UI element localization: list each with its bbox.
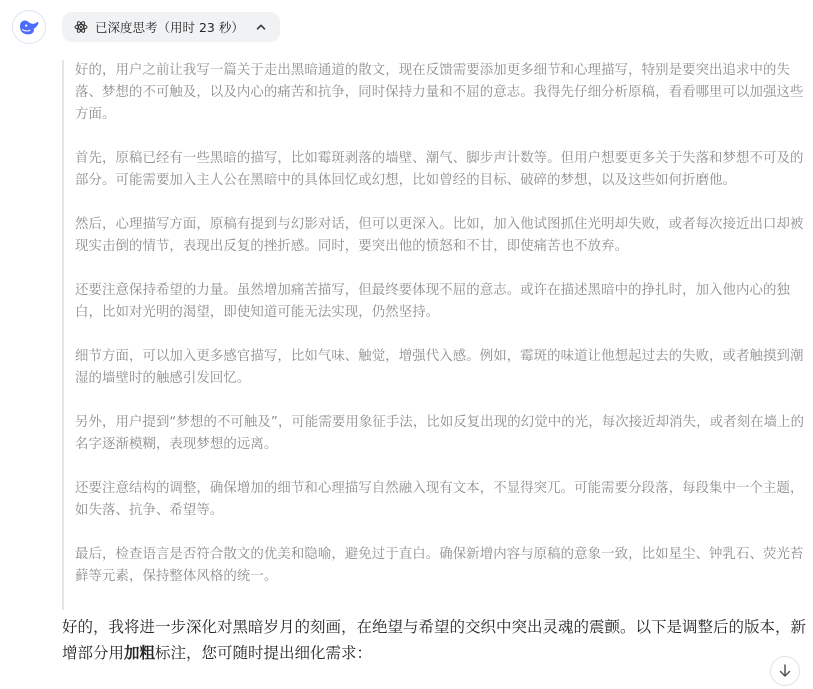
thinking-paragraph: 然后，心理描写方面，原稿有提到与幻影对话，但可以更深入。比如，加入他试图抓住光明却失败，或者每次接近出口却被现实击倒的情节，表现出反复的挫折感。同时，要突出他的愤怒和不甘，即使痛苦也不放弃。 [75,217,804,254]
answer-text: 好的，我将进一步深化对黑暗岁月的刻画，在绝望与希望的交织中突出灵魂的震颤。以下是调整后的版本，新增部分用 [62,618,807,662]
deepseek-whale-icon [18,18,40,36]
thinking-paragraph: 细节方面，可以加入更多感官描写，比如气味、触觉，增强代入感。例如，霉斑的味道让他想起过去的失败，或者触摸到潮湿的墙壁时的触感引发回忆。 [75,349,804,386]
assistant-avatar [12,10,46,44]
thinking-paragraph: 还要注意结构的调整，确保增加的细节和心理描写自然融入现有文本，不显得突兀。可能需要分段落，每段集中一个主题，如失落、抗争、希望等。 [75,481,804,518]
answer-bold-text: 加粗 [124,644,156,662]
thinking-paragraph: 还要注意保持希望的力量。虽然增加痛苦描写，但最终要体现不屈的意志。或许在描述黑暗中的挣扎时，加入他内心的独白，比如对光明的渴望，即使知道可能无法实现，仍然坚持。 [75,283,790,320]
answer-text-end: 标注，您可随时提出细化需求： [155,644,373,662]
thinking-content [62,60,813,610]
thinking-paragraph: 首先，原稿已经有一些黑暗的描写，比如霉斑剥落的墙壁、潮气、脚步声计数等。但用户想要更多关于失落和梦想不可及的部分。可能需要加入主人公在黑暗中的具体回忆或幻想，比如曾经的目标、破碎的梦想，以及这些如何折磨他。 [75,151,804,188]
thinking-toggle-button[interactable] [62,12,280,42]
chevron-up-icon [255,21,267,33]
arrow-down-icon [771,657,799,685]
scroll-to-bottom-button[interactable] [770,656,800,686]
answer-content [62,614,813,666]
thinking-paragraph: 最后，检查语言是否符合散文的优美和隐喻，避免过于直白。确保新增内容与原稿的意象一致，比如星尘、钟乳石、荧光苔藓等元素，保持整体风格的统一。 [75,547,804,584]
atom-icon [74,20,88,34]
thinking-paragraph: 另外，用户提到“梦想的不可触及”，可能需要用象征手法，比如反复出现的幻觉中的光，每次接近却消失，或者刻在墙上的名字逐渐模糊，表现梦想的远离。 [75,415,805,452]
answer-paragraph [62,614,813,666]
thinking-paragraph: 好的，用户之前让我写一篇关于走出黑暗通道的散文，现在反馈需要添加更多细节和心理描写，特别是要突出追求中的失落、梦想的不可触及，以及内心的痛苦和抗争，同时保持力量和不屈的意志。我得先仔细分析原稿，看看哪里可以加强这些方面。 [75,63,804,122]
thinking-duration-label: 已深度思考（用时 23 秒） [95,20,244,35]
